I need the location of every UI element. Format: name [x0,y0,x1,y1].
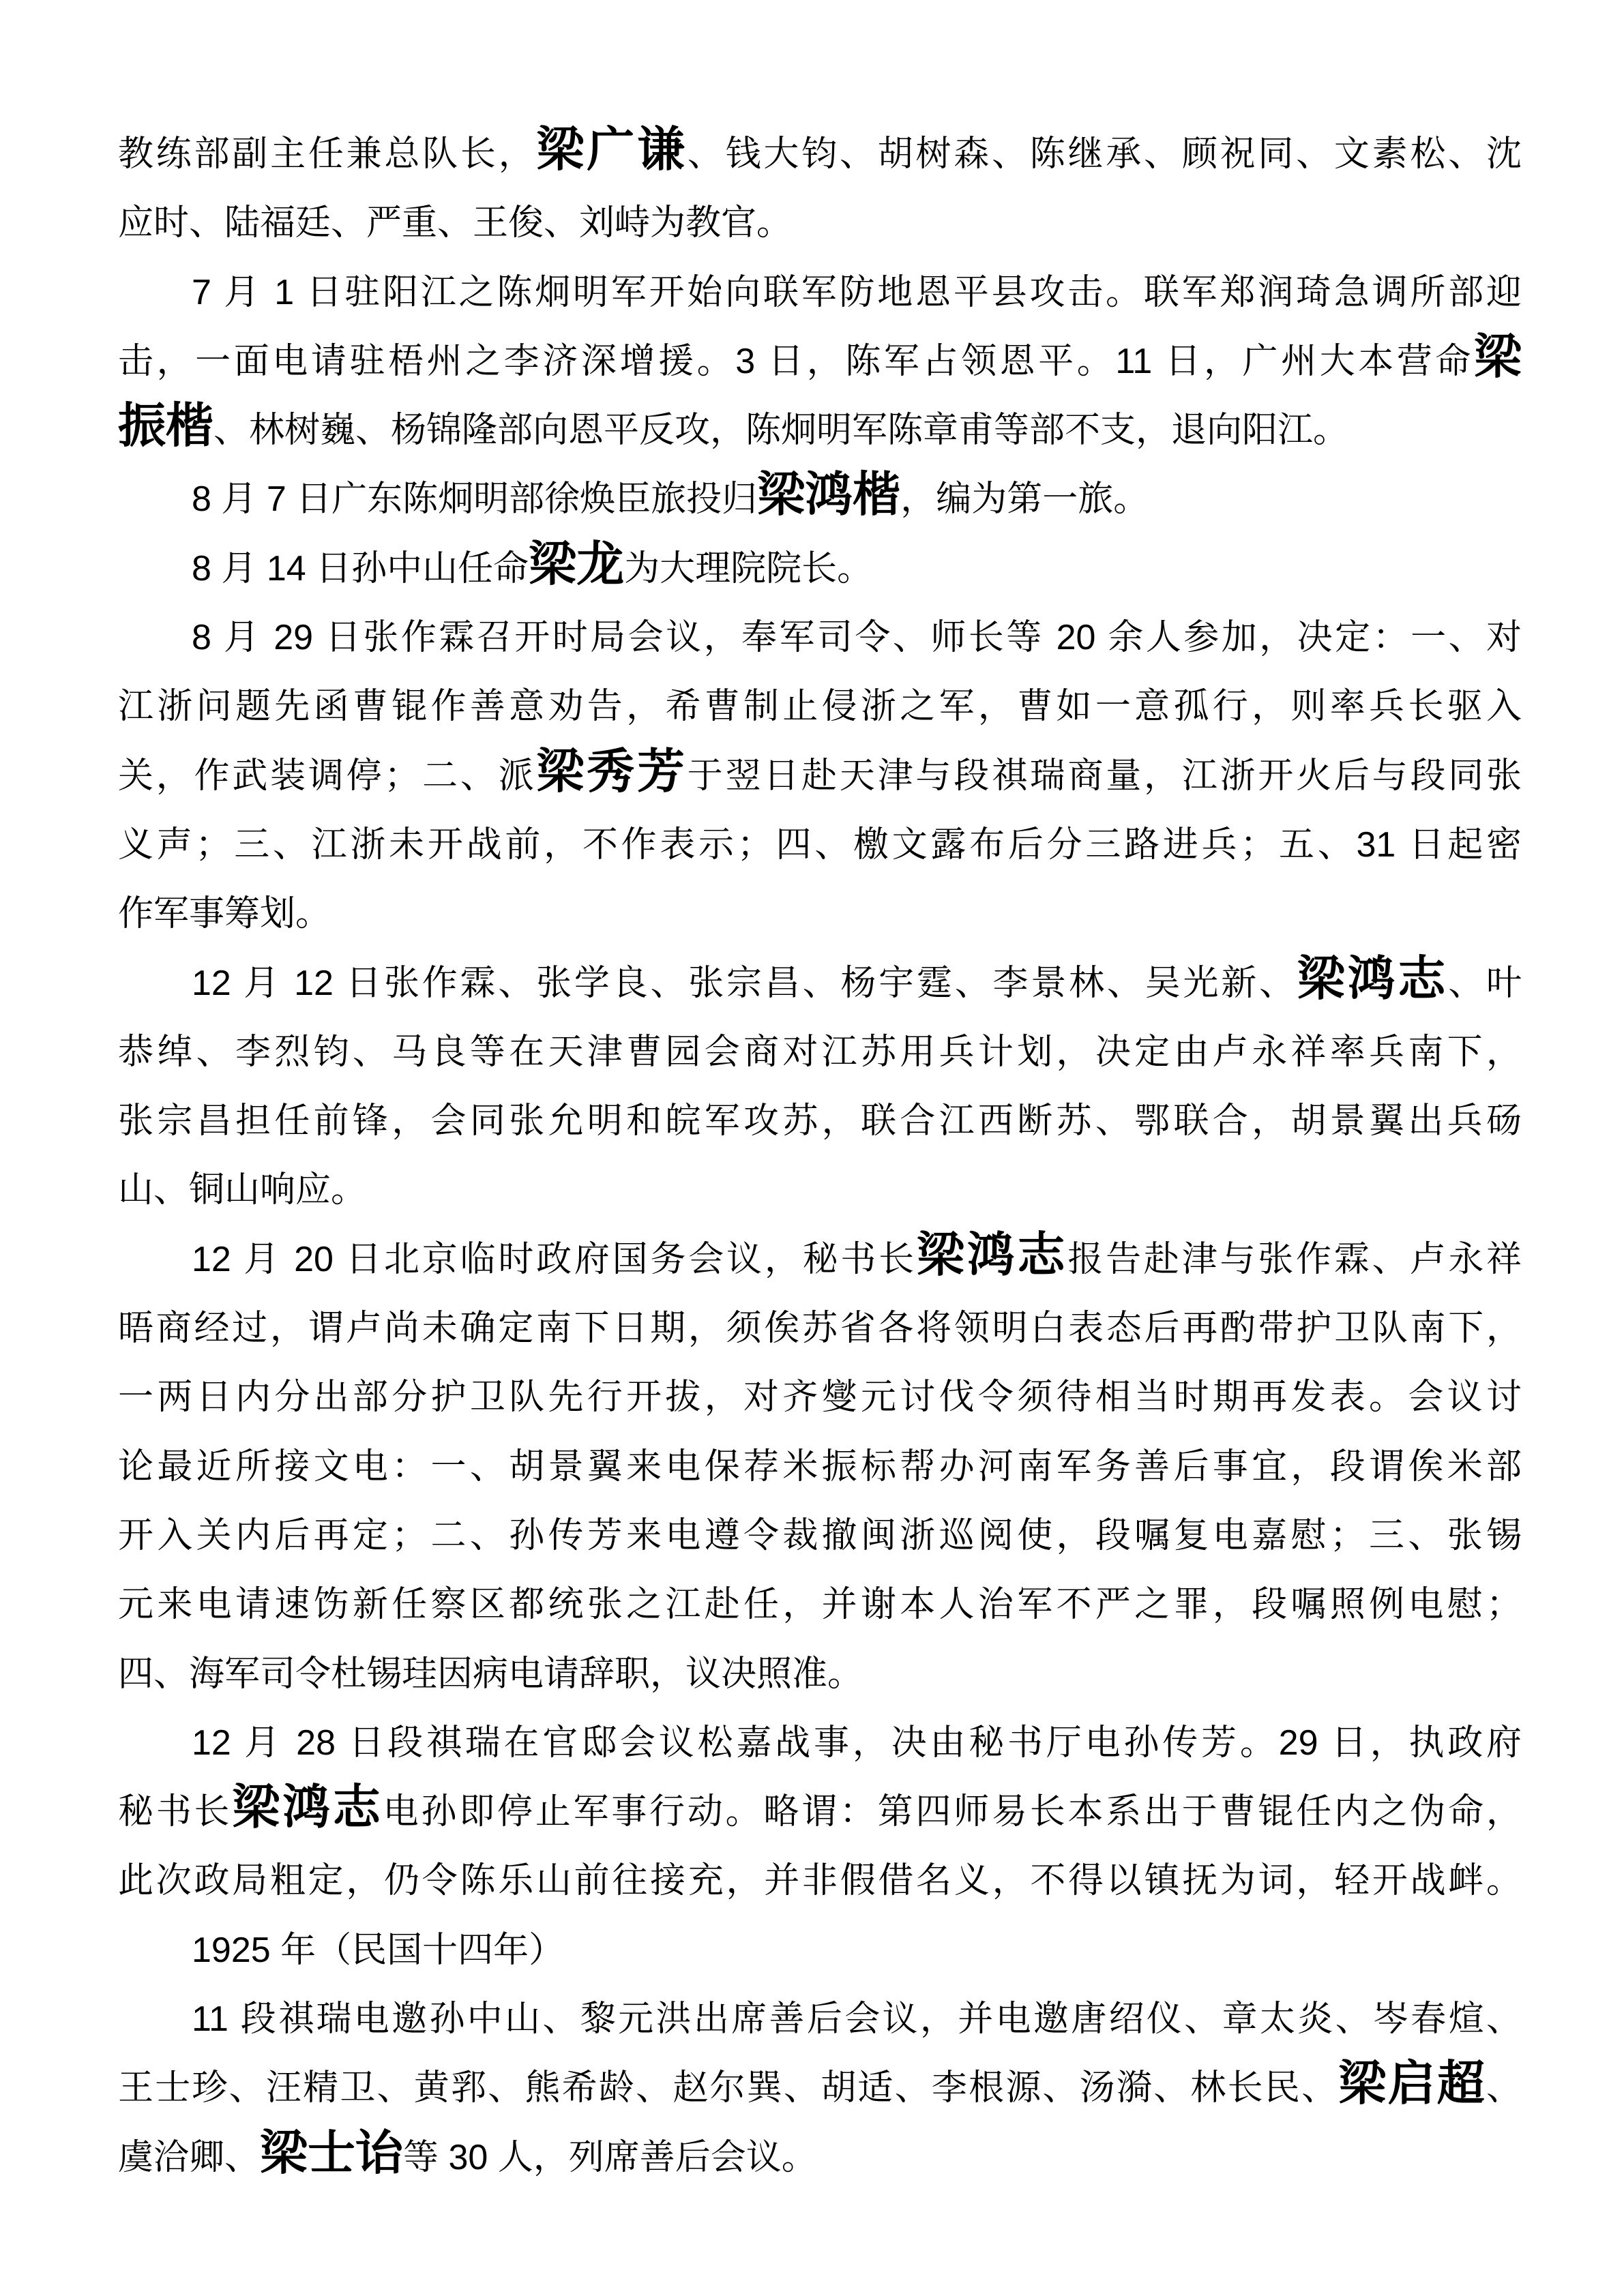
text-line [118,1847,1522,1915]
text-segment: 12 月 20 日北京临时政府国务会议，秘书长 [192,1239,917,1279]
text-line [118,1916,1522,1985]
text-line [118,880,1522,949]
text-line [118,1640,1522,1709]
highlighted-person-name: 梁启超 [1338,2058,1486,2111]
text-segment: 电孙即停止军事行动。略谓：第四师易长本系出于曹锟任内之伪命， [383,1792,1522,1832]
text-line [118,1778,1522,1847]
text-segment: 、林树巍、杨锦隆部向恩平反攻，陈炯明军陈章甫等部不支，退向阳江。 [213,411,1349,451]
text-segment: 开入关内后再定；二、孙传芳来电遵令裁撤闽浙巡阅使，段嘱复电嘉慰；三、张锡 [118,1515,1522,1555]
text-line [118,1087,1522,1156]
paragraph-continued [118,120,1522,258]
highlighted-person-name: 梁鸿楷 [757,469,901,522]
paragraph [118,603,1522,949]
text-segment: 虞洽卿、 [118,2137,261,2177]
text-segment: 一两日内分出部分护卫队先行开拔，对齐燮元讨伐令须待相当时期再发表。会议讨 [118,1377,1522,1418]
text-segment: 7 月 1 日驻阳江之陈炯明军开始向联军防地恩平县攻击。联军郑润琦急调所部迎 [192,272,1522,312]
text-line [118,1433,1522,1502]
text-segment: 江浙问题先函曹锟作善意劝告，希曹制止侵浙之军，曹如一意孤行，则率兵长驱入 [118,687,1522,727]
text-line [118,396,1522,465]
text-line [118,1985,1522,2054]
text-line [118,1294,1522,1363]
text-segment: 于翌日赴天津与段祺瑞商量，江浙开火后与段同张 [687,756,1522,796]
text-line [118,742,1522,811]
text-segment: 8 月 29 日张作霖召开时局会议，奉军司令、师长等 20 余人参加，决定：一、对 [192,618,1522,658]
text-line [118,327,1522,396]
text-line [118,949,1522,1018]
text-segment: 论最近所接文电：一、胡景翼来电保荐米振标帮办河南军务善后事宜，段谓俟米部 [118,1446,1522,1487]
text-line [118,2123,1522,2192]
text-segment: 8 月 14 日孙中山任命 [192,548,529,588]
text-line [118,1225,1522,1294]
text-segment: 此次政局粗定，仍令陈乐山前往接充，并非假借名义，不得以镇抚为词，轻开战衅。 [118,1861,1522,1901]
text-segment: 作军事筹划。 [118,894,331,934]
highlighted-person-name: 梁秀芳 [536,745,688,799]
text-line [118,1502,1522,1570]
paragraph [118,535,1522,603]
text-segment: 11 段祺瑞电邀孙中山、黎元洪出席善后会议，并电邀唐绍仪、章太炎、岑春煊、 [192,1999,1522,2040]
text-segment: 、 [1486,2068,1522,2108]
text-segment: 王士珍、汪精卫、黄郛、熊希龄、赵尔巽、胡适、李根源、汤漪、林长民、 [118,2068,1339,2108]
paragraph [118,1709,1522,1916]
text-segment: 秘书长 [118,1792,233,1832]
text-line [118,1709,1522,1778]
text-segment: 晤商经过，谓卢尚未确定南下日期，须俟苏省各将领明白表态后再酌带护卫队南下， [118,1309,1522,1349]
text-line [118,465,1522,534]
paragraph [118,258,1522,466]
text-line [118,535,1522,603]
text-segment: 报告赴津与张作霖、卢永祥 [1067,1239,1522,1279]
text-segment: 教练部副主任兼总队长， [118,134,537,174]
text-segment: 山、铜山响应。 [118,1170,367,1210]
text-segment: 1925 年（民国十四年） [192,1930,565,1970]
body-text [118,120,1522,2192]
text-segment: 恭绰、李烈钧、马良等在天津曹园会商对江苏用兵计划，决定由卢永祥率兵南下， [118,1032,1522,1072]
text-line [118,1570,1522,1639]
text-line [118,672,1522,741]
text-segment: 8 月 7 日广东陈炯明部徐焕臣旅投归 [192,479,758,520]
highlighted-person-name: 梁广谦 [536,124,688,177]
highlighted-person-name: 梁鸿志 [232,1782,383,1835]
highlighted-person-name: 梁 [1474,331,1522,384]
text-line [118,120,1522,189]
text-segment: 义声；三、江浙未开战前，不作表示；四、檄文露布后分三路进兵；五、31 日起密 [118,824,1522,865]
highlighted-person-name: 梁龙 [529,538,625,591]
text-line [118,811,1522,880]
text-segment: 12 月 12 日张作霖、张学良、张宗昌、杨宇霆、李景林、吴光新、 [192,963,1297,1003]
highlighted-person-name: 梁士诒 [260,2127,404,2180]
text-line [118,603,1522,672]
highlighted-person-name: 梁鸿志 [916,1229,1068,1282]
text-segment: 四、海军司令杜锡珪因病电请辞职，议决照准。 [118,1654,863,1694]
highlighted-person-name: 振楷 [118,400,213,453]
paragraph [118,465,1522,534]
text-segment: 为大理院院长。 [624,548,873,588]
text-line [118,258,1522,327]
text-line [118,189,1522,258]
text-line [118,1018,1522,1087]
text-segment: 12 月 28 日段祺瑞在官邸会议松嘉战事，决由秘书厅电孙传芳。29 日，执政府 [192,1723,1522,1763]
text-segment: 关，作武装调停；二、派 [118,756,537,796]
text-segment: 击，一面电请驻梧州之李济深增援。3 日，陈军占领恩平。11 日，广州大本营命 [118,341,1474,381]
paragraph [118,949,1522,1225]
text-segment: 张宗昌担任前锋，会同张允明和皖军攻苏，联合江西断苏、鄂联合，胡景翼出兵砀 [118,1101,1522,1142]
year-heading [118,1916,1522,1985]
text-line [118,2054,1522,2123]
text-segment: 应时、陆福廷、严重、王俊、刘峙为教官。 [118,203,793,243]
paragraph [118,1225,1522,1709]
text-segment: 、钱大钧、胡树森、陈继承、顾祝同、文素松、沈 [687,134,1522,174]
text-segment: 元来电请速饬新任察区都统张之江赴任，并谢本人治军不严之罪，段嘱照例电慰； [118,1585,1522,1625]
text-segment: 等 30 人，列席善后会议。 [403,2137,817,2177]
text-line [118,1156,1522,1225]
text-segment: 、叶 [1448,963,1522,1003]
text-segment: ，编为第一旅。 [900,479,1149,520]
paragraph [118,1985,1522,2192]
text-line [118,1363,1522,1432]
highlighted-person-name: 梁鸿志 [1297,953,1449,1006]
